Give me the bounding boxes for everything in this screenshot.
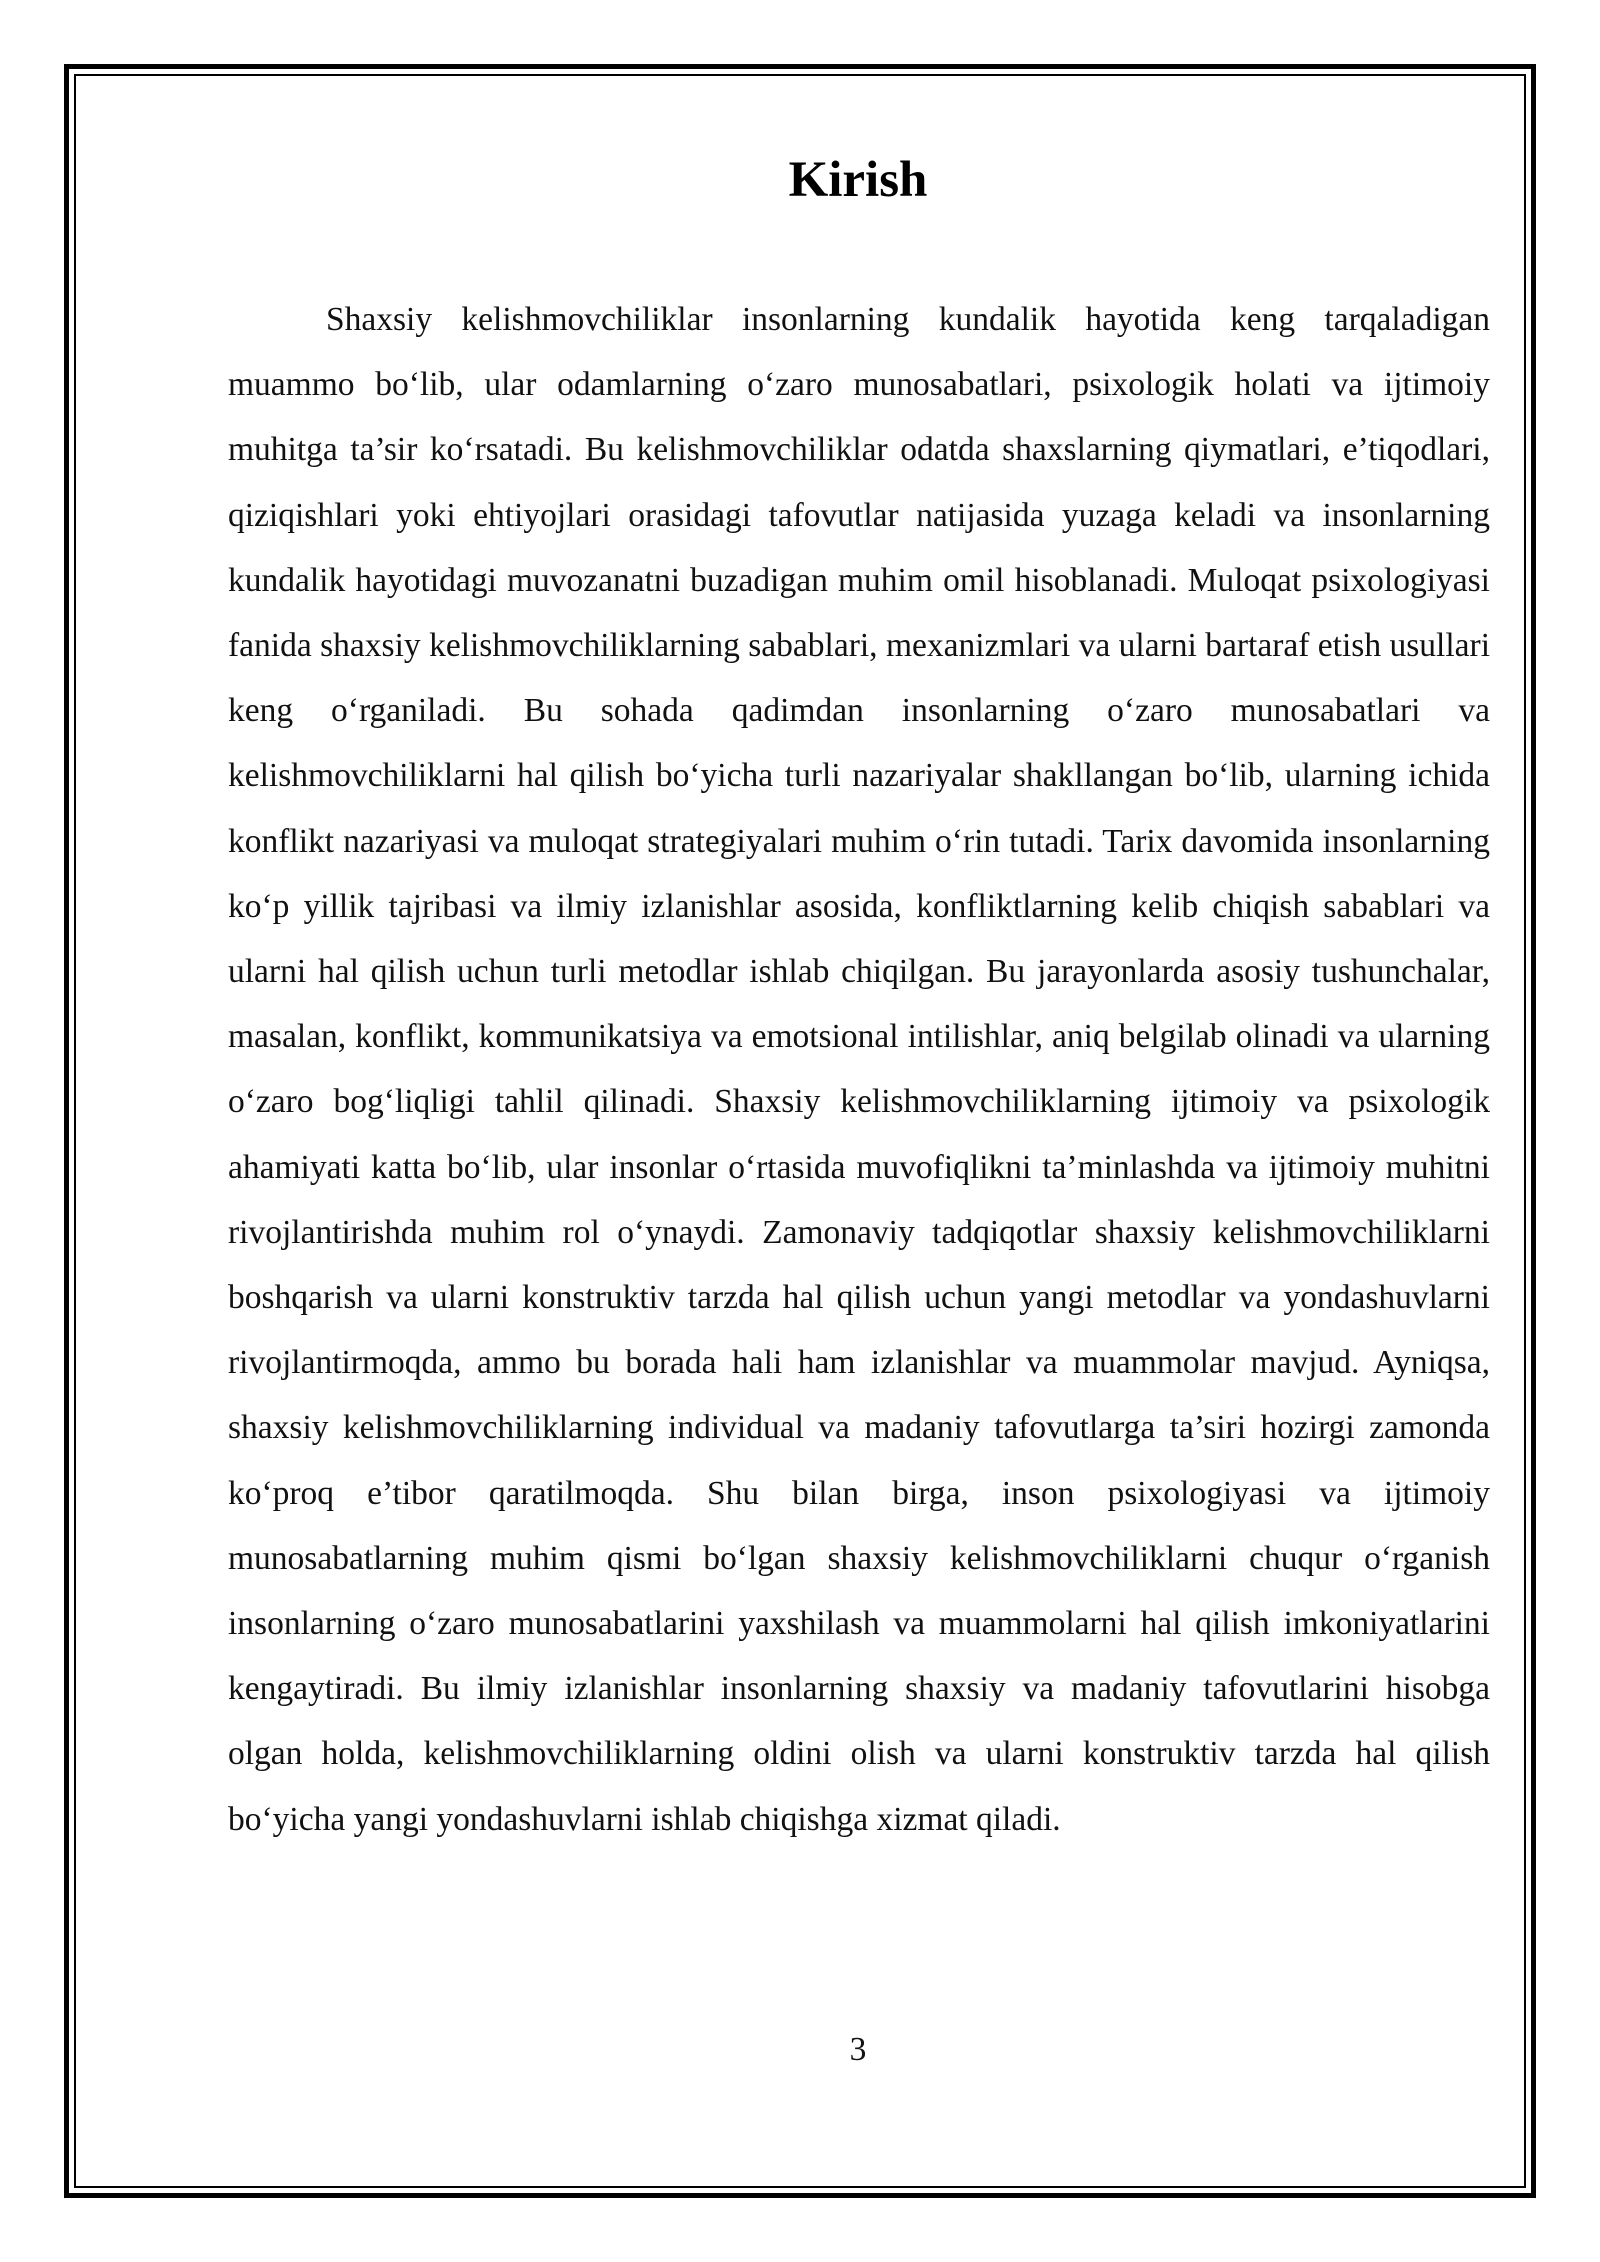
page-title: Kirish xyxy=(788,152,928,208)
page-number: 3 xyxy=(849,2031,867,2068)
body-paragraph: Shaxsiy kelishmovchiliklar insonlarning kundalik hayotida keng tarqaladigan muammo bo‘lib, ular odamlarning o‘zaro munosabatlari, psixologik holati va ijtimoiy muhitga ta’sir ko‘rsatadi. Bu kelishmovchiliklar odatda shaxslarning qiymatlari, e’tiqodlari, qiziqishlari yoki ehtiyojlari orasidagi tafovutlar natijasida yuzaga keladi va insonlarning kundalik hayotidagi muvozanatni buzadigan muhim omil hisoblanadi. Muloqat psixologiyasi fanida shaxsiy kelishmovchiliklarning sabablari, mexanizmlari va ularni bartaraf etish usullari keng o‘rganiladi. Bu sohada qadimdan insonlarning o‘zaro munosabatlari va kelishmovchiliklarni hal qilish bo‘yicha turli nazariyalar shakllangan bo‘lib, ularning ichida konflikt nazariyasi va muloqat strategiyalari muhim o‘rin tutadi. Tarix davomida insonlarning ko‘p yillik tajribasi va ilmiy izlanishlar asosida, konfliktlarning kelib chiqish sabablari va ularni hal qilish uchun turli metodlar ishlab chiqilgan. Bu jarayonlarda asosiy tushunchalar, masalan, konflikt, kommunikatsiya va emotsional intilishlar, aniq belgilab olinadi va ularning o‘zaro bog‘liqligi tahlil qilinadi. Shaxsiy kelishmovchiliklarning ijtimoiy va psixologik ahamiyati katta bo‘lib, ular insonlar o‘rtasida muvofiqlikni ta’minlashda va ijtimoiy muhitni rivojlantirishda muhim rol o‘ynaydi. Zamonaviy tadqiqotlar shaxsiy kelishmovchiliklarni boshqarish va ularni konstruktiv tarzda hal qilish uchun yangi metodlar va yondashuvlarni rivojlantirmoqda, ammo bu borada hali ham izlanishlar va muammolar mavjud. Ayniqsa, shaxsiy kelishmovchiliklarning individual va madaniy tafovutlarga ta’siri hozirgi zamonda ko‘proq e’tibor qaratilmoqda. Shu bilan birga, inson psixologiyasi va ijtimoiy munosabatlarning muhim qismi bo‘lgan shaxsiy kelishmovchiliklarni chuqur o‘rganish insonlarning o‘zaro munosabatlarini yaxshilash va muammolarni hal qilish imkoniyatlarini kengaytiradi. Bu ilmiy izlanishlar insonlarning shaxsiy va madaniy tafovutlarini hisobga olgan holda, kelishmovchiliklarning oldini olish va ularni konstruktiv tarzda hal qilish bo‘yicha yangi yondashuvlarni ishlab chiqishga xizmat qiladi. xyxy=(228,301,1490,1838)
